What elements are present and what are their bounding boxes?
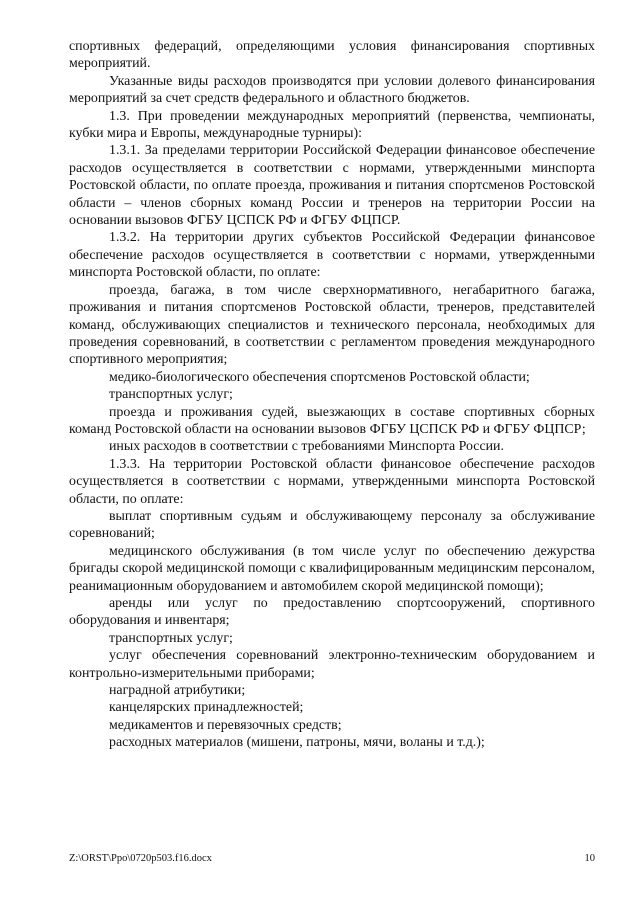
paragraph-2: Указанные виды расходов производятся при условии долевого финансирования мероприятий за счет средств федерального и областного бюджетов. <box>69 73 595 107</box>
paragraph-5: 1.3.2. На территории других субъектов Российской Федерации финансовое обеспечение расходов осуществляется в соответствии с нормами, утвержденными минспорта Ростовской области, по оплате: <box>69 230 595 281</box>
paragraph-20: расходных материалов (мишени, патроны, мячи, воланы и т.д.); <box>109 735 485 751</box>
document-body <box>69 38 595 752</box>
paragraph-13: медицинского обслуживания (в том числе услуг по обеспечению дежурства бригады скорой медицинской помощи с квалифицированным медицинским персоналом, реанимационным оборудованием и автомобилем скорой медицинской помощи); <box>69 543 595 594</box>
paragraph-8: транспортных услуг; <box>109 387 233 403</box>
paragraph-12: выплат спортивным судьям и обслуживающему персоналу за обслуживание соревнований; <box>69 508 595 542</box>
footer-file-path: Z:\ORST\Ppo\0720p503.f16.docx <box>69 853 212 864</box>
paragraph-10: иных расходов в соответствии с требованиями Минспорта России. <box>109 439 504 455</box>
paragraph-11: 1.3.3. На территории Ростовской области финансовое обеспечение расходов осуществляется в соответствии с нормами, утвержденными минспорта Ростовской области, по оплате: <box>69 456 595 507</box>
paragraph-7: медико-биологического обеспечения спортсменов Ростовской области; <box>109 369 530 385</box>
paragraph-4: 1.3.1. За пределами территории Российской Федерации финансовое обеспечение расходов осуществляется в соответствии с нормами, утвержденными минспорта Ростовской области, по оплате проезда, проживания и питания спортсменов Ростовской области – членов сборных команд России и тренеров на территории России на основании вызовов ФГБУ ЦСПСК РФ и ФГБУ ФЦПСР. <box>69 143 595 229</box>
paragraph-1: спортивных федераций, определяющими условия финансирования спортивных мероприятий. <box>69 39 595 72</box>
page-footer <box>69 853 595 865</box>
footer-page-number: 10 <box>584 853 595 864</box>
paragraph-15: транспортных услуг; <box>109 630 233 646</box>
paragraph-6: проезда, багажа, в том числе сверхнормативного, негабаритного багажа, проживания и питания спортсменов Ростовской области, тренеров, представителей команд, обслуживающих специалистов и технического персонала, необходимых для проведения соревнований, в соответствии с регламентом проведения международного спортивного мероприятия; <box>69 282 595 368</box>
paragraph-9: проезда и проживания судей, выезжающих в составе спортивных сборных команд Ростовской области на основании вызовов ФГБУ ЦСПСК РФ и ФГБУ ФЦПСР; <box>69 404 595 437</box>
paragraph-18: канцелярских принадлежностей; <box>109 700 304 716</box>
paragraph-14: аренды или услуг по предоставлению спортсооружений, спортивного оборудования и инвентаря; <box>69 596 595 629</box>
paragraph-19: медикаментов и перевязочных средств; <box>109 717 342 733</box>
paragraph-16: услуг обеспечения соревнований электронно-техническим оборудованием и контрольно-измерительными приборами; <box>69 648 595 681</box>
paragraph-17: наградной атрибутики; <box>109 683 246 699</box>
paragraph-3: 1.3. При проведении международных мероприятий (первенства, чемпионаты, кубки мира и Европы, международные турниры): <box>69 108 595 142</box>
